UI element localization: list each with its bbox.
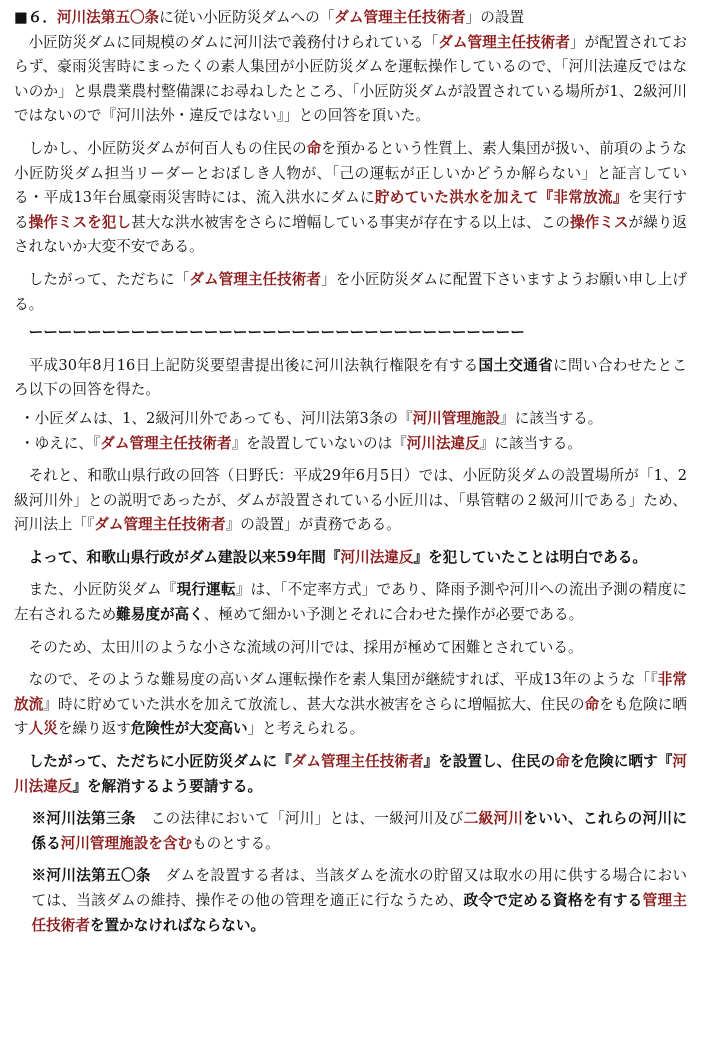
- note-article-3: ※河川法第三条 この法律において「河川」とは、一級河川及び二級河川をいい、これらの河川に係る河川管理施設を含むものとする。: [31, 810, 687, 852]
- paragraph-2: しかし、小匠防災ダムが何百人もの住民の命を預かるという性質上、素人集団が扱い、前項のような小匠防災ダム担当リーダーとおぼしき人物が、「己の運転が正しいかどうか解らない」と証言している・平成13年台風豪雨災害時には、流入洪水にダムに貯めていた洪水を加えて『非常放流』を実行する操作ミスを犯し甚大な洪水被害をさらに増幅している事実が存在する以上は、この操作ミスが繰り返されないか大変不安である。: [14, 139, 687, 256]
- paragraph-7: また、小匠防災ダム『現行運転』は、「不定率方式」であり、降雨予測や河川への流出予測の精度に左右されるため難易度が高く、極めて細かい予測とそれに合わせた操作が必要である。: [14, 581, 687, 624]
- heading-marker: ■６．: [14, 9, 57, 26]
- paragraph-6: よって、和歌山県行政がダム建設以来59年間『河川法違反』を犯していたことは明白である。: [28, 548, 647, 566]
- bullet-2: ・ゆえに、『ダム管理主任技術者』を設置していないのは『河川法違反』に該当する。: [20, 434, 582, 452]
- heading-text: に従い小匠防災ダムへの「: [159, 9, 335, 26]
- bullet-1: ・小匠ダムは、1、2級河川外であっても、河川法第3条の『河川管理施設』に該当する。: [20, 409, 603, 427]
- paragraph-10: したがって、ただちに小匠防災ダムに『ダム管理主任技術者』を設置し、住民の命を危険に晒す『河川法違反』を解消するよう要請する。: [14, 753, 687, 795]
- heading-article: 河川法第五〇条: [56, 9, 160, 26]
- paragraph-9: なので、そのような難易度の高いダム運転操作を素人集団が継続すれば、平成13年のような「『非常放流』時に貯めていた洪水を加えて放流し、甚大な洪水被害をさらに増幅拡大、住民の命をも危険に晒す人災を繰り返す危険性が大変高い」と考えられる。: [14, 671, 687, 738]
- paragraph-3: したがって、ただちに「ダム管理主任技術者」を小匠防災ダムに配置下さいますようお願い申し上げる。: [14, 270, 687, 313]
- heading-term: ダム管理主任技術者: [334, 9, 466, 26]
- divider-line: ーーーーーーーーーーーーーーーーーーーーーーーーーーーーーーーーーー: [28, 324, 525, 342]
- paragraph-1: 小匠防災ダムに同規模のダムに河川法で義務付けられている「ダム管理主任技術者」が配置されておらず、豪雨災害時にまったくの素人集団が小匠防災ダムを運転操作しているので、「河川法違反ではないのか」と県農業農村整備課にお尋ねしたところ、「小匠防災ダムが設置されている場所が1、2級河川ではないので『河川法外・違反ではない』」との回答を頂いた。: [14, 33, 687, 125]
- heading-end: 」の設置: [465, 9, 525, 26]
- paragraph-5: それと、和歌山県行政の回答（日野氏：平成29年6月5日）では、小匠防災ダムの設置場所が「1、2級河川外」との説明であったが、ダムが設置されている小匠川は、「県管轄の２級河川である」ため、河川法上「『ダム管理主任技術者』の設置」が責務である。: [14, 467, 687, 534]
- section-heading: [14, 6, 687, 31]
- paragraph-8: そのため、太田川のような小さな流域の河川では、採用が極めて困難とされている。: [28, 638, 583, 656]
- note-article-50: ※河川法第五〇条 ダムを設置する者は、当該ダムを流水の貯留又は取水の用に供する場合においては、当該ダムの維持、操作その他の管理を適正に行なうため、政令で定める資格を有する管理主任技術者を置かなければならない。: [31, 867, 687, 934]
- paragraph-4: 平成30年8月16日上記防災要望書提出後に河川法執行権限を有する国土交通省に問い合わせたところ以下の回答を得た。: [14, 356, 687, 399]
